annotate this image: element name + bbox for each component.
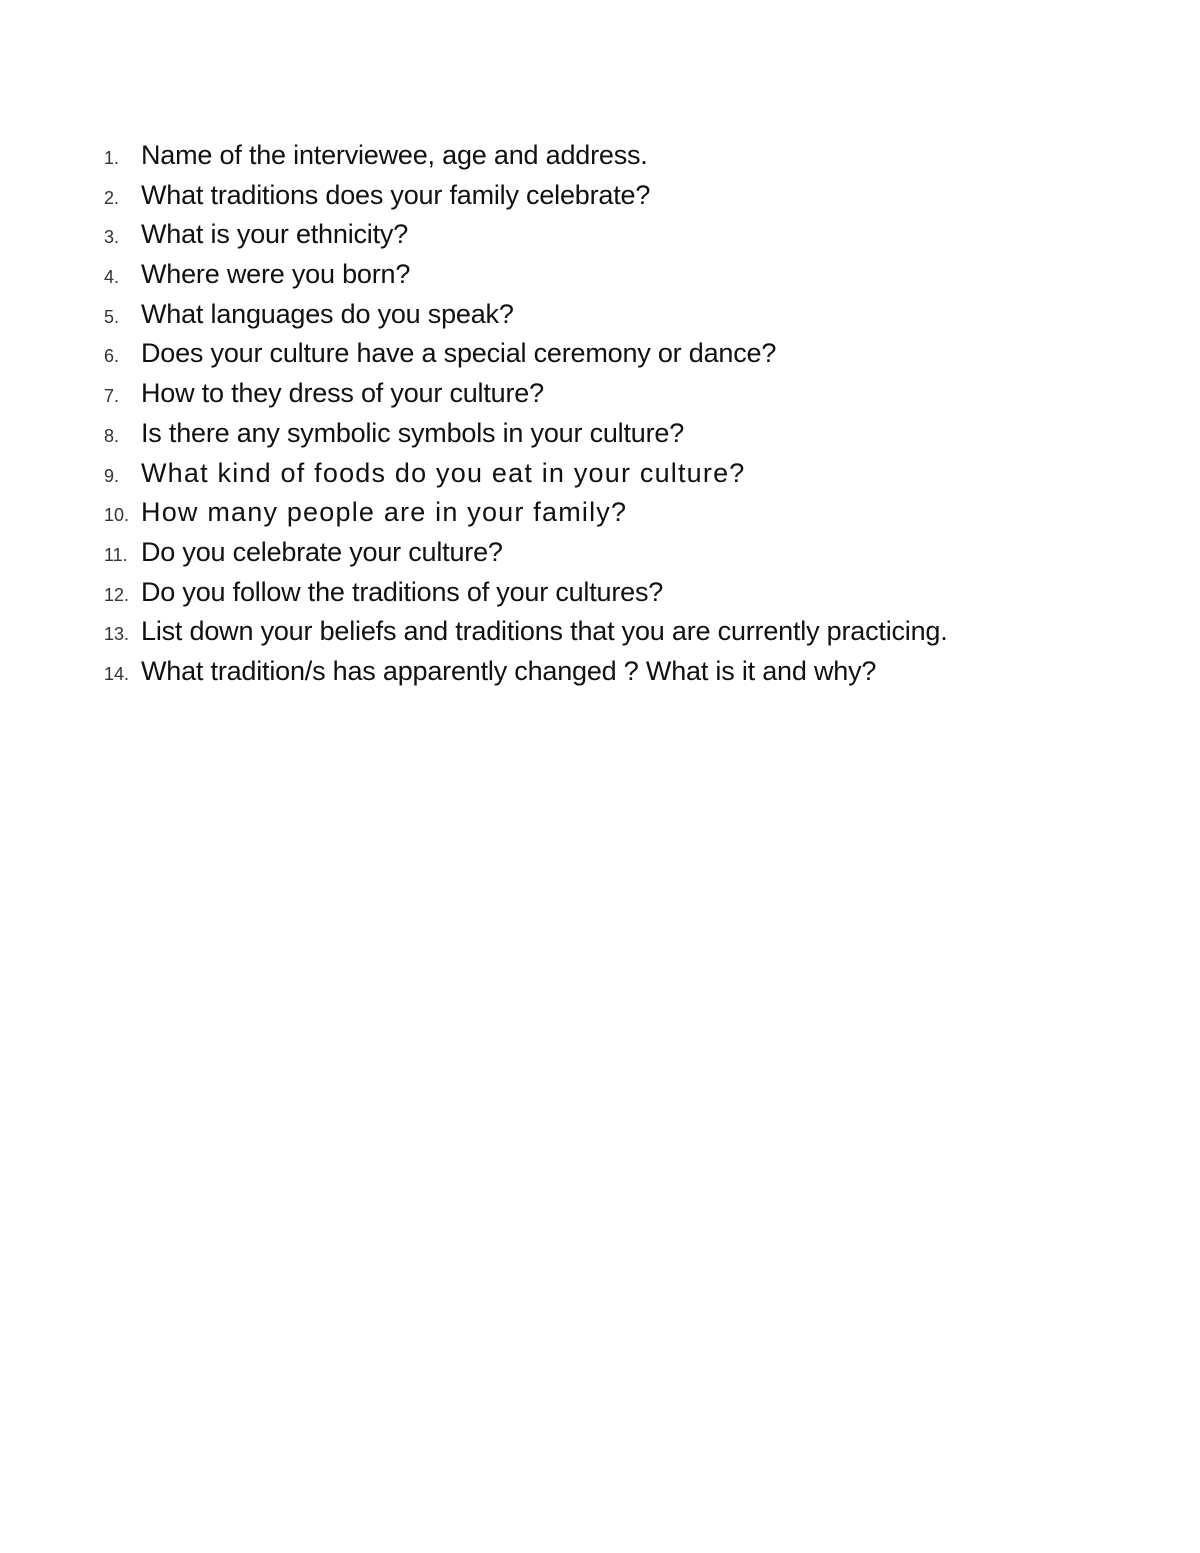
question-text: Do you follow the traditions of your cultures? bbox=[141, 576, 664, 607]
question-text: What tradition/s has apparently changed ? What is it and why? bbox=[141, 655, 877, 686]
question-number: 7. bbox=[104, 386, 120, 407]
question-text: Does your culture have a special ceremony or dance? bbox=[141, 338, 777, 369]
question-number: 4. bbox=[104, 267, 120, 288]
question-text: How many people are in your family? bbox=[141, 497, 628, 528]
question-number: 13. bbox=[104, 624, 130, 645]
list-item bbox=[104, 259, 948, 299]
question-number: 2. bbox=[104, 187, 120, 208]
question-number: 8. bbox=[104, 425, 120, 446]
question-number: 9. bbox=[104, 465, 120, 486]
question-text: What languages do you speak? bbox=[141, 298, 514, 329]
list-item bbox=[104, 616, 948, 656]
list-item bbox=[104, 656, 948, 696]
question-text: How to they dress of your culture? bbox=[141, 378, 544, 409]
list-item bbox=[104, 577, 948, 617]
list-item bbox=[104, 299, 948, 339]
list-item bbox=[104, 338, 948, 378]
question-number: 1. bbox=[104, 148, 120, 168]
question-text: Do you celebrate your culture? bbox=[141, 536, 503, 567]
list-item bbox=[104, 537, 948, 577]
interview-question-list bbox=[104, 140, 948, 696]
list-item bbox=[104, 418, 948, 458]
question-number: 11. bbox=[104, 544, 128, 565]
question-number: 3. bbox=[104, 227, 120, 248]
list-item bbox=[104, 497, 948, 537]
question-text: What traditions does your family celebrate? bbox=[141, 179, 651, 210]
list-item bbox=[104, 180, 948, 220]
question-number: 10. bbox=[104, 505, 130, 526]
question-number: 14. bbox=[104, 663, 130, 684]
question-text: Name of the interviewee, age and address. bbox=[141, 140, 648, 170]
question-text: What kind of foods do you eat in your culture? bbox=[141, 457, 746, 488]
list-item bbox=[104, 140, 948, 180]
question-text: List down your beliefs and traditions that you are currently practicing. bbox=[141, 616, 948, 647]
question-text: Is there any symbolic symbols in your culture? bbox=[141, 417, 685, 448]
question-number: 6. bbox=[104, 346, 120, 367]
question-text: Where were you born? bbox=[141, 259, 411, 290]
question-text: What is your ethnicity? bbox=[141, 219, 409, 250]
question-number: 12. bbox=[104, 584, 130, 605]
question-number: 5. bbox=[104, 306, 120, 327]
list-item bbox=[104, 458, 948, 498]
list-item bbox=[104, 378, 948, 418]
list-item bbox=[104, 219, 948, 259]
